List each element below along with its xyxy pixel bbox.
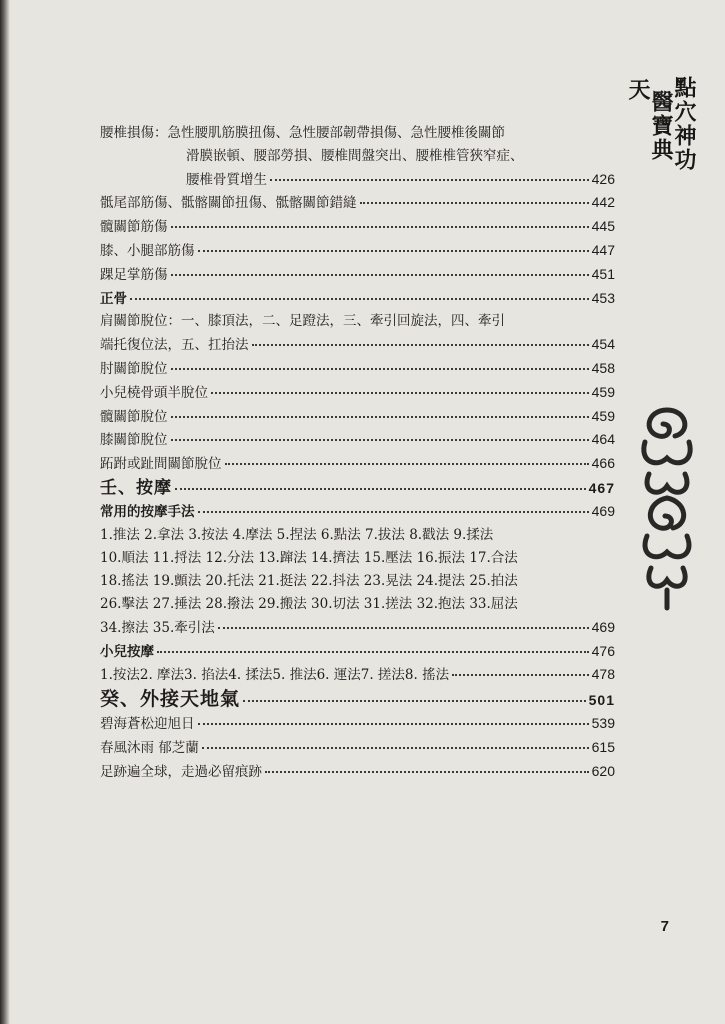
toc-entry-text: 滑膜嵌頓、腰部勞損、腰椎間盤突出、腰椎椎管狹窄症、 [186, 147, 524, 164]
toc-entry-title: 髖關節筋傷 [100, 219, 168, 236]
toc-page-number: 445 [591, 218, 615, 235]
book-title-col1: 點穴神功 [671, 76, 697, 172]
toc-entry-label: 腰椎損傷： [100, 125, 168, 141]
toc-page-number: 454 [591, 336, 615, 353]
leader-dots [171, 226, 589, 228]
leader-dots [265, 771, 589, 773]
toc-page-number: 464 [591, 431, 615, 448]
toc-entry-title: 膝關節脫位 [100, 432, 168, 449]
toc-entry[interactable] [100, 428, 615, 452]
toc-page-number: 469 [591, 502, 615, 519]
toc-entry-text: 端托復位法，五、扛抬法 [100, 337, 249, 354]
toc-entry[interactable] [100, 191, 615, 215]
toc-entry[interactable] [100, 452, 615, 476]
leader-dots [198, 723, 589, 725]
table-of-contents [100, 122, 615, 784]
leader-dots [171, 416, 589, 418]
leader-dots [225, 463, 589, 465]
toc-entry-common-massage[interactable] [100, 500, 615, 524]
toc-entry[interactable] [100, 381, 615, 405]
toc-entry-title: 肘關節脫位 [100, 360, 168, 377]
leader-dots [202, 747, 589, 749]
toc-entry-title: 正骨 [100, 290, 127, 307]
leader-dots [171, 368, 589, 370]
toc-entry-title: 踝足掌筋傷 [100, 266, 168, 283]
massage-methods-line: 10.順法 11.捋法 12.分法 13.蹿法 14.擠法 15.壓法 16.振法 17.合法 [100, 549, 518, 566]
toc-page-number: 442 [591, 194, 615, 211]
toc-entry-lumbar[interactable] [100, 122, 615, 191]
toc-page-number: 458 [591, 359, 615, 376]
toc-page-number: 476 [591, 642, 615, 659]
toc-entry[interactable] [100, 215, 615, 239]
leader-dots [270, 179, 589, 181]
massage-methods-line: 1.推法 2.拿法 3.按法 4.摩法 5.捏法 6.點法 7.拔法 8.戳法 9.揉法 [100, 526, 494, 543]
leader-dots [243, 700, 586, 702]
toc-entry[interactable] [100, 760, 615, 784]
toc-page-number: 620 [591, 762, 615, 779]
toc-entry-title: 碧海蒼松迎旭日 [100, 716, 195, 733]
toc-page-number: 447 [591, 241, 615, 258]
toc-entry-title: 34.擦法 35.牽引法 [100, 619, 215, 636]
toc-entry-text: 腰椎骨質增生 [186, 171, 267, 188]
toc-entry[interactable] [100, 287, 615, 311]
massage-methods-line: 26.擊法 27.捶法 28.撥法 29.搬法 30.切法 31.搓法 32.抱法 33.屈法 [100, 595, 518, 612]
section-title: 癸、外接天地氣 [100, 688, 241, 711]
toc-entry[interactable] [100, 712, 615, 736]
toc-page-number: 467 [588, 479, 615, 496]
toc-entry-title: 春風沐雨 郁芝蘭 [100, 739, 199, 756]
leader-dots [360, 202, 589, 204]
toc-entry-title: 跖跗或趾間關節脫位 [100, 456, 222, 473]
toc-page-number: 478 [591, 666, 615, 683]
book-title [625, 76, 700, 226]
toc-entry[interactable] [100, 357, 615, 381]
section-title: 壬、按摩 [100, 477, 172, 498]
toc-entry[interactable] [100, 405, 615, 429]
toc-entry[interactable] [100, 239, 615, 263]
toc-page-number: 466 [591, 455, 615, 472]
leader-dots [171, 274, 589, 276]
toc-section-external[interactable] [100, 687, 615, 712]
toc-entry-title: 常用的按摩手法 [100, 503, 195, 520]
toc-entry[interactable] [100, 616, 615, 640]
toc-entry[interactable] [100, 663, 615, 687]
book-title-col3: 天 [625, 78, 651, 102]
toc-entry-shoulder[interactable] [100, 310, 615, 357]
cloud-ornament-icon [637, 402, 697, 612]
leader-dots [157, 651, 589, 653]
book-title-col2: 醫寶典 [648, 90, 674, 162]
toc-page-number: 615 [591, 738, 615, 755]
toc-entry-title: 足跡遍全球，走過必留痕跡 [100, 763, 262, 780]
toc-page-number: 459 [591, 407, 615, 424]
leader-dots [211, 392, 589, 394]
toc-page-number: 469 [591, 618, 615, 635]
toc-entry-text: 急性腰肌筋膜扭傷、急性腰部韌帶損傷、急性腰椎後關節 [167, 125, 505, 141]
toc-entry-title: 小兒橈骨頭半脫位 [100, 384, 208, 401]
toc-page-number: 501 [588, 692, 615, 709]
massage-methods-line: 18.搖法 19.顫法 20.托法 21.挺法 22.抖法 23.晃法 24.提法 25.拍法 [100, 572, 518, 589]
toc-entry-title: 1.按法2. 摩法3. 掐法4. 揉法5. 推法6. 運法7. 搓法8. 搖法 [100, 667, 450, 684]
page-number: 7 [660, 918, 669, 935]
leader-dots [175, 488, 586, 490]
toc-entry-child-massage[interactable] [100, 640, 615, 664]
toc-entry-title: 膝、小腿部筋傷 [100, 242, 195, 259]
toc-entry[interactable] [100, 263, 615, 287]
leader-dots [252, 344, 589, 346]
toc-entry-title: 骶尾部筋傷、骶髂關節扭傷、骶髂關節錯縫 [100, 195, 357, 212]
toc-entry-title: 髖關節脫位 [100, 408, 168, 425]
toc-entry-title: 小兒按摩 [100, 643, 154, 660]
toc-page-number: 539 [591, 715, 615, 732]
leader-dots [130, 298, 589, 300]
toc-page-number: 426 [591, 170, 615, 187]
toc-entry-text: 肩關節脫位：一、膝頂法，二、足蹬法，三、牽引回旋法，四、牽引 [100, 313, 505, 330]
leader-dots [198, 511, 589, 513]
leader-dots [198, 250, 589, 252]
leader-dots [218, 627, 589, 629]
toc-section-massage[interactable] [100, 476, 615, 500]
toc-page-number: 453 [591, 289, 615, 306]
toc-page-number: 451 [591, 265, 615, 282]
toc-page-number: 459 [591, 383, 615, 400]
leader-dots [171, 439, 589, 441]
page-edge [0, 0, 10, 1024]
leader-dots [452, 674, 589, 676]
toc-entry[interactable] [100, 736, 615, 760]
